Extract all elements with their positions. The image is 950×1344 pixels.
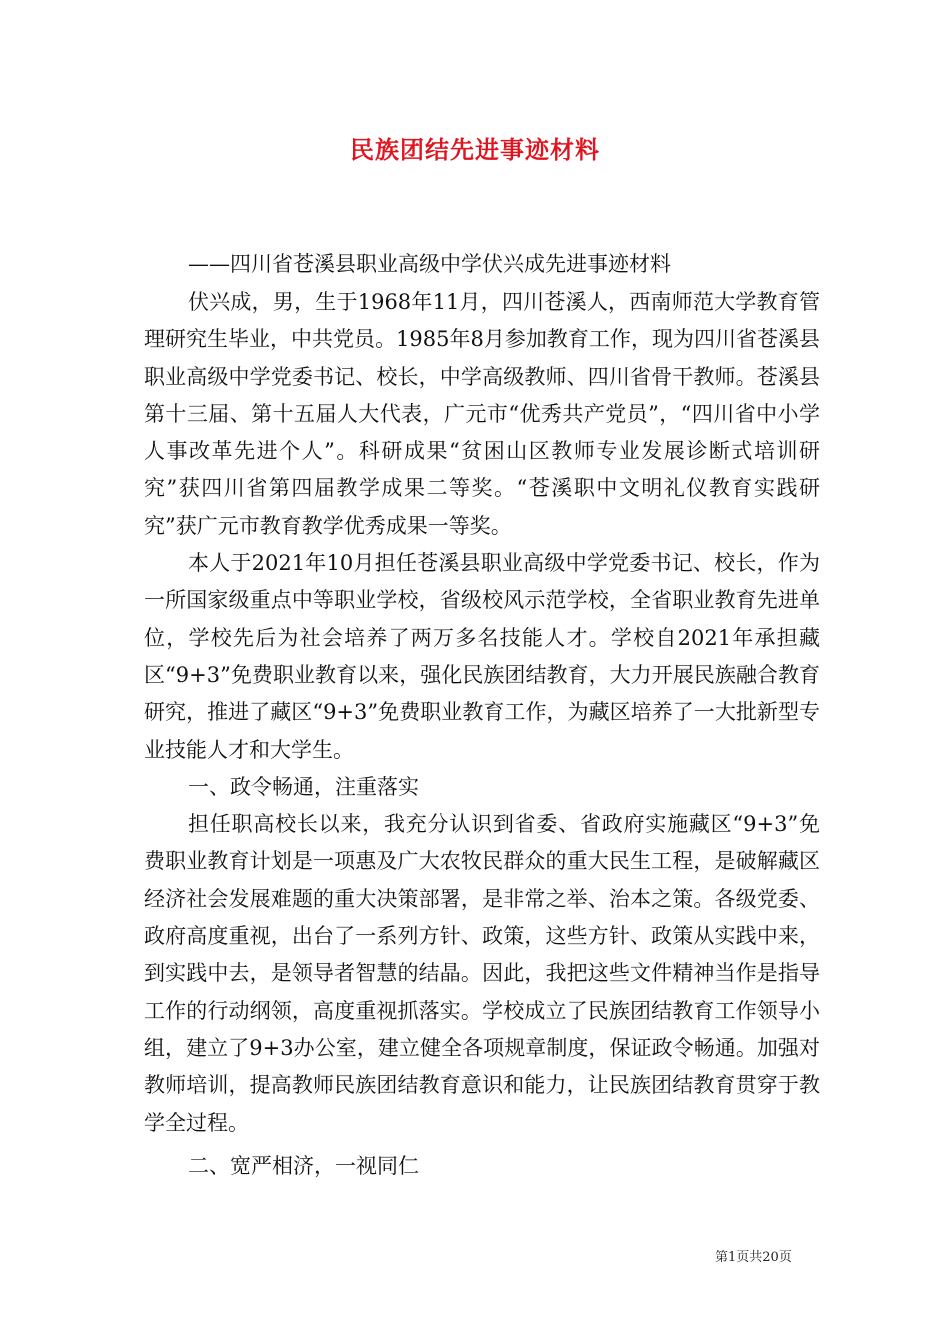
document-body — [144, 284, 820, 1185]
paragraph-school-overview: 本人于2021年10月担任苍溪县职业高级中学党委书记、校长，作为一所国家级重点中等职业学校，省级校风示范学校，全省职业教育先进单位，学校先后为社会培养了两万多名技能人才。学校自2021年承担藏区“9+3”免费职业教育以来，强化民族团结教育，大力开展民族融合教育研究，推进了藏区“9+3”免费职业教育工作，为藏区培养了一大批新型专业技能人才和大学生。 — [144, 551, 820, 762]
document-subtitle: ——四川省苍溪县职业高级中学伏兴成先进事迹材料 — [188, 252, 671, 276]
document-title: 民族团结先进事迹材料 — [350, 135, 600, 164]
paragraph-section-1: 担任职高校长以来，我充分认识到省委、省政府实施藏区“9+3”免费职业教育计划是一项惠及广大农牧民群众的重大民生工程，是破解藏区经济社会发展难题的重大决策部署，是非常之举、治本之策。各级党委、政府高度重视，出台了一系列方针、政策，这些方针、政策从实践中来，到实践中去，是领导者智慧的结晶。因此，我把这些文件精神当作是指导工作的行动纲领，高度重视抓落实。学校成立了民族团结教育工作领导小组，建立了9+3办公室，建立健全各项规章制度，保证政令畅通。加强对教师培训，提高教师民族团结教育意识和能力，让民族团结教育贯穿于教学全过程。 — [144, 812, 820, 1135]
section-heading-1: 一、政令畅通，注重落实 — [188, 774, 419, 799]
section-heading-2: 二、宽严相济，一视同仁 — [188, 1153, 419, 1178]
page-number-footer: 第1页共20页 — [715, 1250, 792, 1265]
paragraph-biography: 伏兴成，男，生于1968年11月，四川苍溪人，西南师范大学教育管理研究生毕业，中共党员。1985年8月参加教育工作，现为四川省苍溪县职业高级中学党委书记、校长，中学高级教师、四川省骨干教师。苍溪县第十三届、第十五届人大代表，广元市“优秀共产党员”，“四川省中小学人事改革先进个人”。科研成果“贫困山区教师专业发展诊断式培训研究”获四川省第四届教学成果二等奖。“苍溪职中文明礼仪教育实践研究”获广元市教育教学优秀成果一等奖。 — [144, 290, 820, 538]
